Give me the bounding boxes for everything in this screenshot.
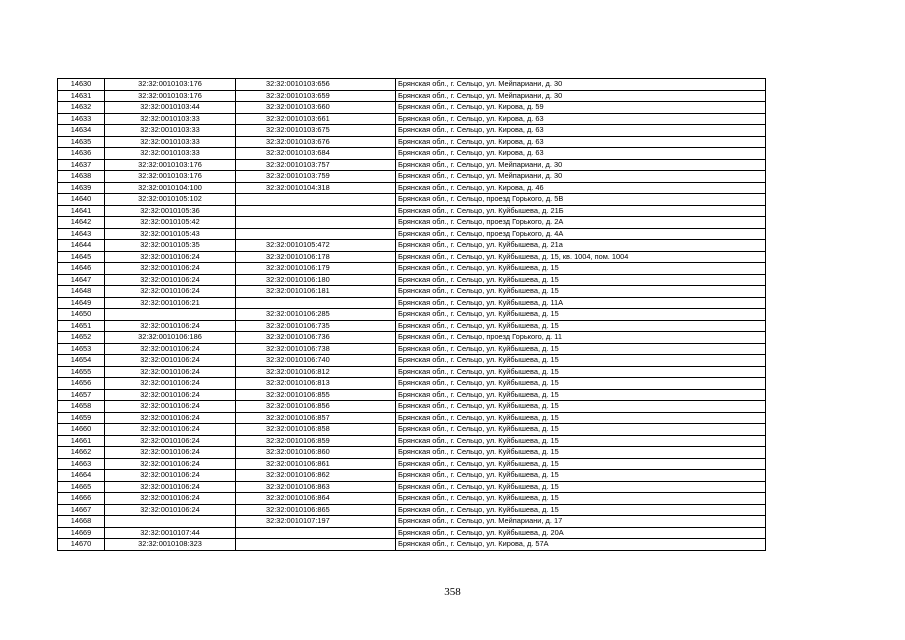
row-number-cell: 14665 — [58, 481, 105, 493]
row-number-cell: 14638 — [58, 171, 105, 183]
cadastral-object-cell: 32:32:0010105:472 — [236, 240, 396, 252]
table-row — [58, 205, 766, 217]
table-row — [58, 286, 766, 298]
address-cell: Брянская обл., г. Сельцо, ул. Кирова, д. 63 — [396, 148, 766, 160]
table-row — [58, 539, 766, 551]
cadastral-quarter-cell: 32:32:0010103:33 — [105, 136, 236, 148]
cadastral-quarter-cell: 32:32:0010103:176 — [105, 79, 236, 91]
address-cell: Брянская обл., г. Сельцо, ул. Куйбышева, д. 15 — [396, 424, 766, 436]
row-number-cell: 14658 — [58, 401, 105, 413]
row-number-cell: 14669 — [58, 527, 105, 539]
address-cell: Брянская обл., г. Сельцо, ул. Мейпариани, д. 30 — [396, 90, 766, 102]
cadastral-object-cell — [236, 539, 396, 551]
address-cell: Брянская обл., г. Сельцо, ул. Куйбышева, д. 15 — [396, 447, 766, 459]
table-row — [58, 435, 766, 447]
cadastral-object-cell: 32:32:0010104:318 — [236, 182, 396, 194]
table-row — [58, 412, 766, 424]
address-cell: Брянская обл., г. Сельцо, ул. Мейпариани, д. 30 — [396, 79, 766, 91]
cadastral-quarter-cell: 32:32:0010106:24 — [105, 447, 236, 459]
cadastral-quarter-cell: 32:32:0010106:24 — [105, 481, 236, 493]
row-number-cell: 14644 — [58, 240, 105, 252]
table-row — [58, 217, 766, 229]
row-number-cell: 14645 — [58, 251, 105, 263]
row-number-cell: 14651 — [58, 320, 105, 332]
cadastral-quarter-cell — [105, 309, 236, 321]
row-number-cell: 14647 — [58, 274, 105, 286]
row-number-cell: 14643 — [58, 228, 105, 240]
address-cell: Брянская обл., г. Сельцо, ул. Куйбышева, д. 20А — [396, 527, 766, 539]
address-cell: Брянская обл., г. Сельцо, ул. Мейпариани, д. 30 — [396, 159, 766, 171]
table-row — [58, 470, 766, 482]
cadastral-object-cell: 32:32:0010106:180 — [236, 274, 396, 286]
property-registry-table — [57, 78, 766, 551]
address-cell: Брянская обл., г. Сельцо, ул. Куйбышева, д. 15 — [396, 343, 766, 355]
address-cell: Брянская обл., г. Сельцо, ул. Куйбышева, д. 15 — [396, 504, 766, 516]
address-cell: Брянская обл., г. Сельцо, ул. Куйбышева, д. 15 — [396, 263, 766, 275]
table-row — [58, 366, 766, 378]
cadastral-object-cell: 32:32:0010106:855 — [236, 389, 396, 401]
address-cell: Брянская обл., г. Сельцо, ул. Кирова, д. 57А — [396, 539, 766, 551]
row-number-cell: 14668 — [58, 516, 105, 528]
cadastral-quarter-cell: 32:32:0010106:24 — [105, 424, 236, 436]
row-number-cell: 14649 — [58, 297, 105, 309]
cadastral-quarter-cell: 32:32:0010105:42 — [105, 217, 236, 229]
table-row — [58, 516, 766, 528]
table-row — [58, 343, 766, 355]
cadastral-quarter-cell: 32:32:0010106:24 — [105, 320, 236, 332]
address-cell: Брянская обл., г. Сельцо, ул. Куйбышева, д. 15 — [396, 274, 766, 286]
cadastral-quarter-cell: 32:32:0010106:21 — [105, 297, 236, 309]
row-number-cell: 14656 — [58, 378, 105, 390]
row-number-cell: 14641 — [58, 205, 105, 217]
address-cell: Брянская обл., г. Сельцо, ул. Куйбышева, д. 15 — [396, 412, 766, 424]
row-number-cell: 14655 — [58, 366, 105, 378]
cadastral-quarter-cell: 32:32:0010106:24 — [105, 412, 236, 424]
cadastral-object-cell — [236, 527, 396, 539]
table-row — [58, 309, 766, 321]
cadastral-object-cell: 32:32:0010106:179 — [236, 263, 396, 275]
address-cell: Брянская обл., г. Сельцо, проезд Горького, д. 5В — [396, 194, 766, 206]
row-number-cell: 14653 — [58, 343, 105, 355]
table-row — [58, 194, 766, 206]
cadastral-quarter-cell: 32:32:0010105:102 — [105, 194, 236, 206]
cadastral-object-cell: 32:32:0010106:858 — [236, 424, 396, 436]
address-cell: Брянская обл., г. Сельцо, ул. Кирова, д. 46 — [396, 182, 766, 194]
table-row — [58, 355, 766, 367]
row-number-cell: 14630 — [58, 79, 105, 91]
cadastral-object-cell: 32:32:0010106:865 — [236, 504, 396, 516]
cadastral-object-cell — [236, 217, 396, 229]
row-number-cell: 14650 — [58, 309, 105, 321]
cadastral-object-cell: 32:32:0010106:862 — [236, 470, 396, 482]
address-cell: Брянская обл., г. Сельцо, ул. Куйбышева, д. 15 — [396, 286, 766, 298]
address-cell: Брянская обл., г. Сельцо, ул. Куйбышева, д. 15 — [396, 366, 766, 378]
cadastral-object-cell: 32:32:0010106:736 — [236, 332, 396, 344]
row-number-cell: 14667 — [58, 504, 105, 516]
row-number-cell: 14637 — [58, 159, 105, 171]
address-cell: Брянская обл., г. Сельцо, проезд Горького, д. 2А — [396, 217, 766, 229]
address-cell: Брянская обл., г. Сельцо, ул. Куйбышева, д. 15 — [396, 470, 766, 482]
address-cell: Брянская обл., г. Сельцо, ул. Куйбышева, д. 15 — [396, 378, 766, 390]
cadastral-quarter-cell — [105, 516, 236, 528]
table-row — [58, 182, 766, 194]
cadastral-quarter-cell: 32:32:0010106:24 — [105, 251, 236, 263]
cadastral-quarter-cell: 32:32:0010106:24 — [105, 378, 236, 390]
row-number-cell: 14639 — [58, 182, 105, 194]
cadastral-object-cell: 32:32:0010106:861 — [236, 458, 396, 470]
table-row — [58, 148, 766, 160]
cadastral-object-cell: 32:32:0010103:661 — [236, 113, 396, 125]
cadastral-object-cell — [236, 297, 396, 309]
row-number-cell: 14648 — [58, 286, 105, 298]
table-row — [58, 481, 766, 493]
row-number-cell: 14633 — [58, 113, 105, 125]
cadastral-object-cell: 32:32:0010103:684 — [236, 148, 396, 160]
cadastral-object-cell — [236, 205, 396, 217]
cadastral-object-cell: 32:32:0010106:285 — [236, 309, 396, 321]
row-number-cell: 14636 — [58, 148, 105, 160]
row-number-cell: 14660 — [58, 424, 105, 436]
row-number-cell: 14646 — [58, 263, 105, 275]
row-number-cell: 14642 — [58, 217, 105, 229]
address-cell: Брянская обл., г. Сельцо, ул. Куйбышева, д. 15 — [396, 401, 766, 413]
cadastral-quarter-cell: 32:32:0010103:176 — [105, 171, 236, 183]
row-number-cell: 14664 — [58, 470, 105, 482]
table-row — [58, 424, 766, 436]
address-cell: Брянская обл., г. Сельцо, ул. Куйбышева, д. 15 — [396, 481, 766, 493]
cadastral-object-cell: 32:32:0010106:856 — [236, 401, 396, 413]
cadastral-object-cell — [236, 194, 396, 206]
cadastral-object-cell — [236, 228, 396, 240]
cadastral-quarter-cell: 32:32:0010106:24 — [105, 504, 236, 516]
row-number-cell: 14640 — [58, 194, 105, 206]
table-row — [58, 320, 766, 332]
cadastral-quarter-cell: 32:32:0010106:24 — [105, 401, 236, 413]
cadastral-object-cell: 32:32:0010103:656 — [236, 79, 396, 91]
cadastral-object-cell: 32:32:0010103:676 — [236, 136, 396, 148]
table-row — [58, 378, 766, 390]
cadastral-object-cell: 32:32:0010106:860 — [236, 447, 396, 459]
row-number-cell: 14635 — [58, 136, 105, 148]
cadastral-quarter-cell: 32:32:0010108:323 — [105, 539, 236, 551]
table-row — [58, 113, 766, 125]
cadastral-object-cell: 32:32:0010106:813 — [236, 378, 396, 390]
cadastral-quarter-cell: 32:32:0010103:44 — [105, 102, 236, 114]
table-row — [58, 125, 766, 137]
address-cell: Брянская обл., г. Сельцо, ул. Мейпариани, д. 17 — [396, 516, 766, 528]
cadastral-object-cell: 32:32:0010106:859 — [236, 435, 396, 447]
address-cell: Брянская обл., г. Сельцо, ул. Кирова, д. 63 — [396, 113, 766, 125]
cadastral-quarter-cell: 32:32:0010106:24 — [105, 274, 236, 286]
table-row — [58, 251, 766, 263]
cadastral-quarter-cell: 32:32:0010106:24 — [105, 366, 236, 378]
cadastral-object-cell: 32:32:0010103:660 — [236, 102, 396, 114]
cadastral-quarter-cell: 32:32:0010103:33 — [105, 113, 236, 125]
address-cell: Брянская обл., г. Сельцо, проезд Горького, д. 11 — [396, 332, 766, 344]
address-cell: Брянская обл., г. Сельцо, ул. Куйбышева, д. 15 — [396, 389, 766, 401]
row-number-cell: 14631 — [58, 90, 105, 102]
cadastral-quarter-cell: 32:32:0010105:43 — [105, 228, 236, 240]
cadastral-quarter-cell: 32:32:0010107:44 — [105, 527, 236, 539]
cadastral-object-cell: 32:32:0010106:864 — [236, 493, 396, 505]
row-number-cell: 14652 — [58, 332, 105, 344]
cadastral-object-cell: 32:32:0010107:197 — [236, 516, 396, 528]
table-row — [58, 458, 766, 470]
table-row — [58, 493, 766, 505]
table-row — [58, 159, 766, 171]
row-number-cell: 14670 — [58, 539, 105, 551]
table-row — [58, 332, 766, 344]
address-cell: Брянская обл., г. Сельцо, ул. Куйбышева, д. 15 — [396, 320, 766, 332]
table-row — [58, 228, 766, 240]
cadastral-quarter-cell: 32:32:0010106:24 — [105, 435, 236, 447]
cadastral-quarter-cell: 32:32:0010104:100 — [105, 182, 236, 194]
address-cell: Брянская обл., г. Сельцо, ул. Куйбышева, д. 15 — [396, 435, 766, 447]
address-cell: Брянская обл., г. Сельцо, ул. Кирова, д. 63 — [396, 125, 766, 137]
cadastral-object-cell: 32:32:0010106:857 — [236, 412, 396, 424]
table-row — [58, 90, 766, 102]
cadastral-quarter-cell: 32:32:0010106:24 — [105, 458, 236, 470]
address-cell: Брянская обл., г. Сельцо, ул. Куйбышева, д. 15 — [396, 355, 766, 367]
cadastral-object-cell: 32:32:0010106:740 — [236, 355, 396, 367]
row-number-cell: 14634 — [58, 125, 105, 137]
address-cell: Брянская обл., г. Сельцо, проезд Горького, д. 4А — [396, 228, 766, 240]
row-number-cell: 14666 — [58, 493, 105, 505]
cadastral-quarter-cell: 32:32:0010105:36 — [105, 205, 236, 217]
table-row — [58, 240, 766, 252]
address-cell: Брянская обл., г. Сельцо, ул. Мейпариани, д. 30 — [396, 171, 766, 183]
table-row — [58, 389, 766, 401]
cadastral-object-cell: 32:32:0010106:735 — [236, 320, 396, 332]
table-row — [58, 504, 766, 516]
cadastral-quarter-cell: 32:32:0010106:24 — [105, 470, 236, 482]
cadastral-object-cell: 32:32:0010103:659 — [236, 90, 396, 102]
registry-table-body — [58, 79, 766, 551]
table-row — [58, 171, 766, 183]
row-number-cell: 14661 — [58, 435, 105, 447]
address-cell: Брянская обл., г. Сельцо, ул. Куйбышева, д. 15 — [396, 309, 766, 321]
table-row — [58, 527, 766, 539]
address-cell: Брянская обл., г. Сельцо, ул. Кирова, д. 63 — [396, 136, 766, 148]
cadastral-quarter-cell: 32:32:0010103:176 — [105, 90, 236, 102]
row-number-cell: 14632 — [58, 102, 105, 114]
cadastral-object-cell: 32:32:0010103:757 — [236, 159, 396, 171]
row-number-cell: 14663 — [58, 458, 105, 470]
cadastral-quarter-cell: 32:32:0010103:176 — [105, 159, 236, 171]
cadastral-quarter-cell: 32:32:0010106:24 — [105, 355, 236, 367]
cadastral-quarter-cell: 32:32:0010106:24 — [105, 343, 236, 355]
row-number-cell: 14662 — [58, 447, 105, 459]
cadastral-quarter-cell: 32:32:0010106:186 — [105, 332, 236, 344]
cadastral-quarter-cell: 32:32:0010106:24 — [105, 286, 236, 298]
cadastral-object-cell: 32:32:0010106:812 — [236, 366, 396, 378]
address-cell: Брянская обл., г. Сельцо, ул. Куйбышева, д. 15 — [396, 458, 766, 470]
cadastral-object-cell: 32:32:0010103:759 — [236, 171, 396, 183]
row-number-cell: 14654 — [58, 355, 105, 367]
cadastral-object-cell: 32:32:0010103:675 — [236, 125, 396, 137]
address-cell: Брянская обл., г. Сельцо, ул. Куйбышева, д. 15, кв. 1004, пом. 1004 — [396, 251, 766, 263]
page-number: 358 — [444, 586, 461, 598]
table-row — [58, 136, 766, 148]
address-cell: Брянская обл., г. Сельцо, ул. Куйбышева, д. 21Б — [396, 205, 766, 217]
cadastral-object-cell: 32:32:0010106:181 — [236, 286, 396, 298]
table-row — [58, 447, 766, 459]
table-row — [58, 102, 766, 114]
address-cell: Брянская обл., г. Сельцо, ул. Кирова, д. 59 — [396, 102, 766, 114]
table-row — [58, 297, 766, 309]
row-number-cell: 14659 — [58, 412, 105, 424]
table-row — [58, 401, 766, 413]
table-row — [58, 274, 766, 286]
cadastral-quarter-cell: 32:32:0010103:33 — [105, 148, 236, 160]
cadastral-quarter-cell: 32:32:0010105:35 — [105, 240, 236, 252]
address-cell: Брянская обл., г. Сельцо, ул. Куйбышева, д. 11А — [396, 297, 766, 309]
cadastral-object-cell: 32:32:0010106:738 — [236, 343, 396, 355]
cadastral-quarter-cell: 32:32:0010106:24 — [105, 389, 236, 401]
row-number-cell: 14657 — [58, 389, 105, 401]
table-row — [58, 79, 766, 91]
cadastral-quarter-cell: 32:32:0010103:33 — [105, 125, 236, 137]
address-cell: Брянская обл., г. Сельцо, ул. Куйбышева, д. 21а — [396, 240, 766, 252]
address-cell: Брянская обл., г. Сельцо, ул. Куйбышева, д. 15 — [396, 493, 766, 505]
cadastral-quarter-cell: 32:32:0010106:24 — [105, 263, 236, 275]
table-row — [58, 263, 766, 275]
cadastral-object-cell: 32:32:0010106:863 — [236, 481, 396, 493]
cadastral-quarter-cell: 32:32:0010106:24 — [105, 493, 236, 505]
cadastral-object-cell: 32:32:0010106:178 — [236, 251, 396, 263]
